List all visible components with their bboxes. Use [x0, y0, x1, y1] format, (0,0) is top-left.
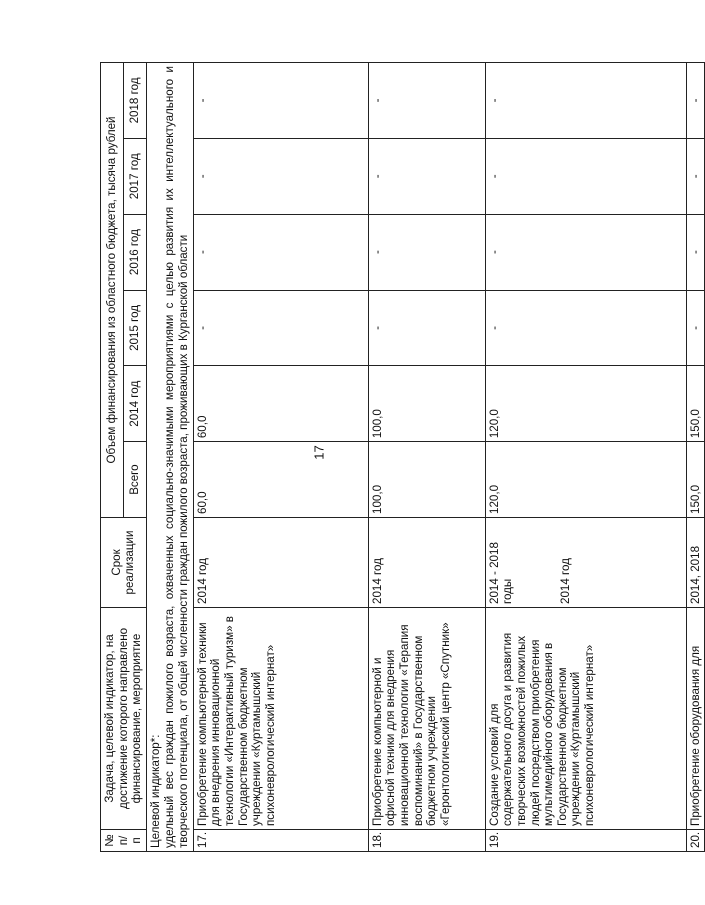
row-2015: -: [193, 290, 368, 366]
row-2015: -: [368, 290, 485, 366]
row-2016: -: [485, 214, 686, 290]
row-number: 18.: [368, 830, 485, 852]
header-number: № п/п: [101, 830, 147, 852]
row-2017: -: [485, 138, 686, 214]
row-term: 2014 - 2018 годы: [487, 542, 515, 604]
target-indicator: [146, 63, 193, 852]
row-2018: -: [193, 63, 368, 139]
row-2014: 150,0: [686, 366, 705, 442]
row-2017: -: [368, 138, 485, 214]
row-term: 2014 год: [368, 518, 485, 608]
row-measure: Приобретение оборудования для: [686, 608, 705, 830]
row-term: 2014, 2018: [686, 518, 705, 608]
row-number: 19.: [485, 830, 686, 852]
row-2015: -: [686, 290, 705, 366]
row-2017: -: [686, 138, 705, 214]
table-row: [368, 63, 485, 852]
row-2018: -: [686, 63, 705, 139]
table-row: [193, 63, 368, 852]
row-2016: -: [193, 214, 368, 290]
row-total: 60,0: [193, 442, 368, 518]
header-task: Задача, целевой индикатор, на достижение которого направлено финансирование, мероприятие: [101, 608, 147, 830]
row-number: 20.: [686, 830, 705, 852]
header-year-2016: 2016 год: [123, 214, 146, 290]
header-total: Всего: [123, 442, 146, 518]
row-measure: Приобретение компьютерной техники для внедрения инновационной технологии «Интерактивный туризм» в Государственном бюджетном учреждении «Куртамышский психоневрологический интернат»: [193, 608, 368, 830]
page-number: 17: [311, 445, 327, 460]
row-2015: -: [485, 290, 686, 366]
row-term-cell: [485, 518, 686, 608]
funding-table: [100, 62, 705, 852]
row-measure: Создание условий для содержательного досуга и развития творческих возможностей пожилых людей посредством приобретения мультимедийного оборудования в Государственном бюджетном учреждении «Куртамышский психоневрологический интернат»: [485, 608, 686, 830]
row-total: 120,0: [485, 442, 686, 518]
row-2014: 120,0: [485, 366, 686, 442]
header-year-2018: 2018 год: [123, 63, 146, 139]
table-row: [686, 63, 705, 852]
row-number: 17.: [193, 830, 368, 852]
header-funding: Объем финансирования из областного бюджета, тысяча рублей: [101, 63, 124, 518]
row-2017: -: [193, 138, 368, 214]
row-2014: 100,0: [368, 366, 485, 442]
row-term-sub: 2014 год: [558, 558, 572, 604]
header-year-2015: 2015 год: [123, 290, 146, 366]
row-2016: -: [368, 214, 485, 290]
table-row: [485, 63, 686, 852]
row-total: 100,0: [368, 442, 485, 518]
indicator-title: Целевой индикатор*:: [148, 734, 162, 848]
header-year-2014: 2014 год: [123, 366, 146, 442]
rotated-page-content: [100, 62, 702, 852]
header-term: Срок реализации: [101, 518, 147, 608]
row-2018: -: [485, 63, 686, 139]
row-2018: -: [368, 63, 485, 139]
row-total: 150,0: [686, 442, 705, 518]
row-2014: 60,0: [193, 366, 368, 442]
header-year-2017: 2017 год: [123, 138, 146, 214]
row-measure: Приобретение компьютерной и офисной техники для внедрения инновационной технологии «Терапия воспоминаний» в Государственном бюджетном учреждении «Геронтологический центр «Спутник»: [368, 608, 485, 830]
indicator-row: [146, 63, 193, 852]
table-header-row: [101, 63, 124, 852]
indicator-text: удельный вес граждан пожилого возраста, охваченных социально-значимыми мероприятиями с целью развития их интеллектуального и творческого потенциала, от общей численности граждан пожилого возраста, проживающих в Курганской области: [162, 66, 190, 848]
row-term: 2014 год: [193, 518, 368, 608]
row-2016: -: [686, 214, 705, 290]
